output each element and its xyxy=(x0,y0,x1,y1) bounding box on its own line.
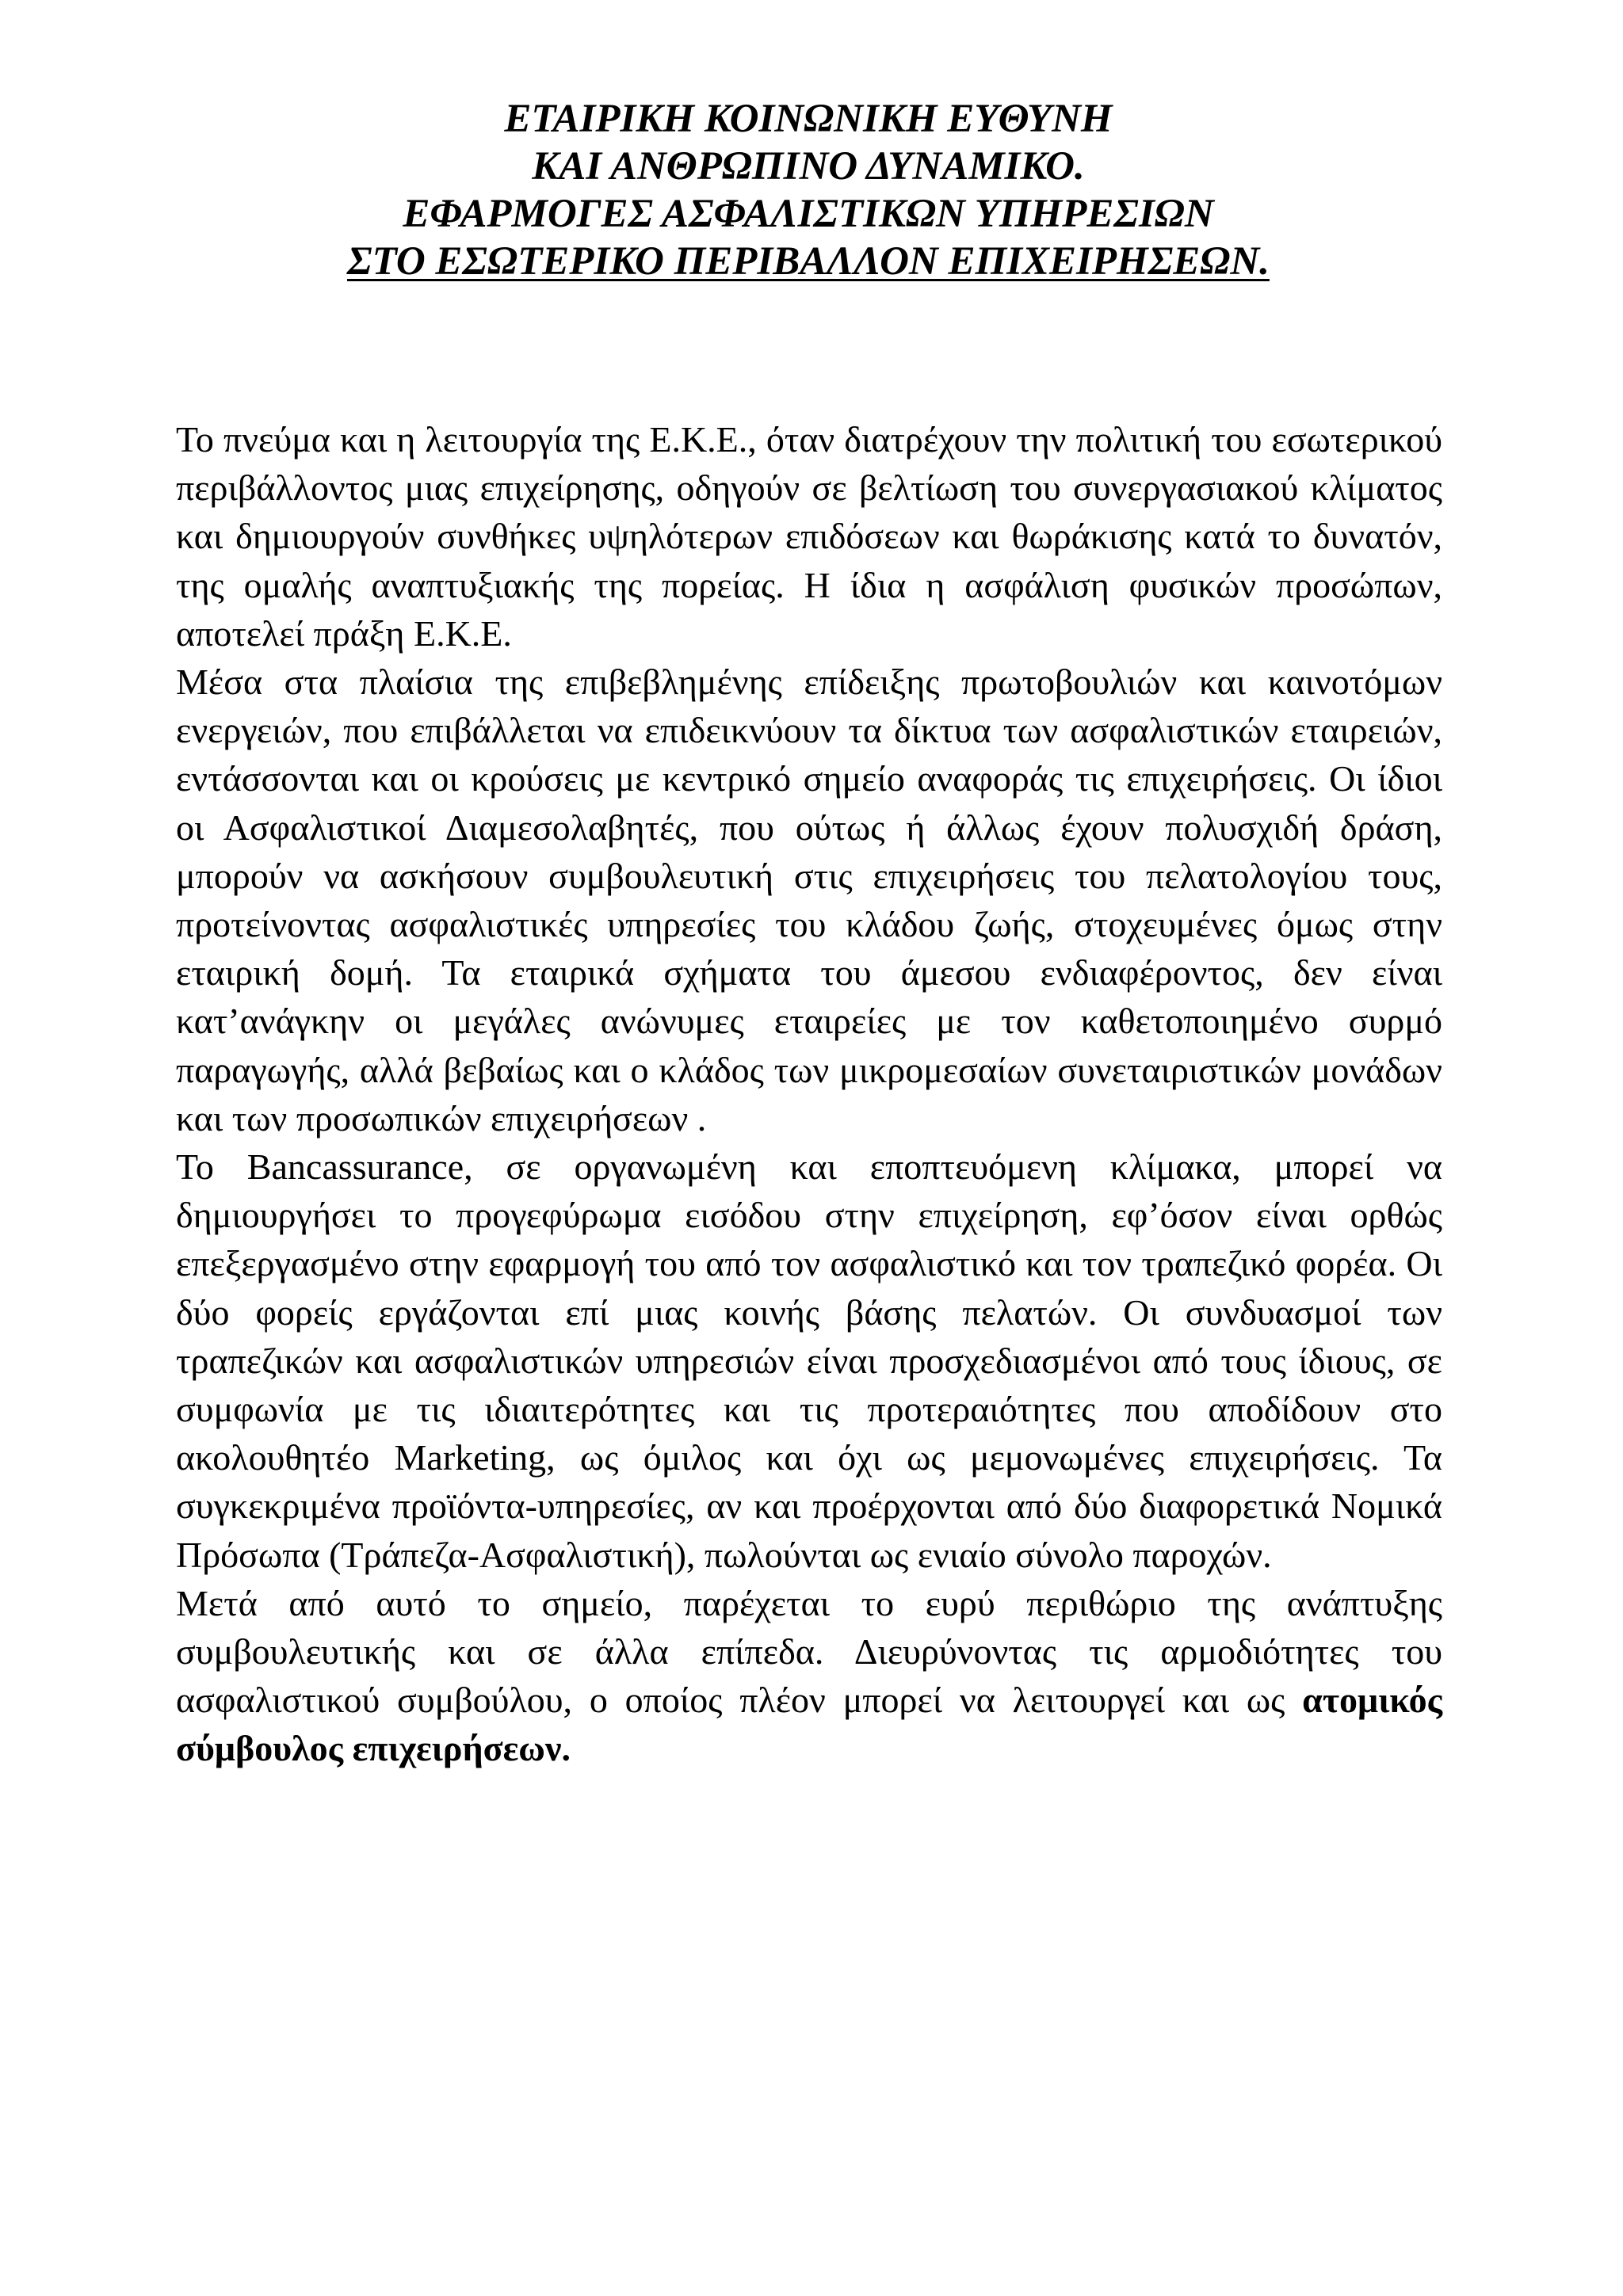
paragraph-4-bold-text: ατομικός σύμβουλος επιχειρήσεων. xyxy=(176,1680,1442,1769)
paragraph-3: Το Bancassurance, σε οργανωμένη και εποπτευόμενη κλίμακα, μπορεί να δημιουργήσει το προγεφύρωμα εισόδου στην επιχείρηση, εφ’όσον είναι ορθώς επεξεργασμένο στην εφαρμογή του από τον ασφαλιστικό και τον τραπεζικό φορέα. Οι δύο φορείς εργάζονται επί μιας κοινής βάσης πελατών. Οι συνδυασμοί των τραπεζικών και ασφαλιστικών υπηρεσιών είναι προσχεδιασμένοι από τους ίδιους, σε συμφωνία με τις ιδιαιτερότητες και τις προτεραιότητες που αποδίδουν στο ακολουθητέο Marketing, ως όμιλος και όχι ως μεμονωμένες επιχειρήσεις. Τα συγκεκριμένα προϊόντα-υπηρεσίες, αν και προέρχονται από δύο διαφορετικά Νομικά Πρόσωπα (Τράπεζα-Ασφαλιστική), πωλούνται ως ενιαίο σύνολο παροχών. xyxy=(176,1146,1442,1575)
paragraph-1: Το πνεύμα και η λειτουργία της Ε.Κ.Ε., όταν διατρέχουν την πολιτική του εσωτερικού περιβάλλοντος μιας επιχείρησης, οδηγούν σε βελτίωση του συνεργασιακού κλίματος και δημιουργούν συνθήκες υψηλότερων επιδόσεων και θωράκισης κατά το δυνατόν, της ομαλής αναπτυξιακής της πορείας. Η ίδια η ασφάλιση φυσικών προσώπων, αποτελεί πράξη Ε.Κ.Ε. xyxy=(176,419,1442,654)
document-title xyxy=(158,95,1458,285)
title-line-4: ΣΤΟ ΕΣΩΤΕΡΙΚΟ ΠΕΡΙΒΑΛΛΟΝ ΕΠΙΧΕΙΡΗΣΕΩΝ. xyxy=(347,239,1270,284)
paragraph-4 xyxy=(176,1579,1442,1773)
title-line-2: ΚΑΙ ΑΝΘΡΩΠΙΝΟ ΔΥΝΑΜΙΚΟ. xyxy=(532,144,1085,189)
paragraph-4-text: Μετά από αυτό το σημείο, παρέχεται το ευρύ περιθώριο της ανάπτυξης συμβουλευτικής και σε άλλα επίπεδα. Διευρύνοντας τις αρμοδιότητες του ασφαλιστικού συμβούλου, ο οποίος πλέον μπορεί να λειτουργεί και ως xyxy=(176,1582,1442,1721)
title-line-3: ΕΦΑΡΜΟΓΕΣ ΑΣΦΑΛΙΣΤΙΚΩΝ ΥΠΗΡΕΣΙΩΝ xyxy=(403,192,1214,236)
document-body xyxy=(176,415,1442,1773)
title-line-1: ΕΤΑΙΡΙΚΗ ΚΟΙΝΩΝΙΚΗ ΕΥΘΥΝΗ xyxy=(504,97,1113,141)
paragraph-2: Μέσα στα πλαίσια της επιβεβλημένης επίδειξης πρωτοβουλιών και καινοτόμων ενεργειών, που επιβάλλεται να επιδεικνύουν τα δίκτυα των ασφαλιστικών εταιρειών, εντάσσονται και οι κρούσεις με κεντρικό σημείο αναφοράς τις επιχειρήσεις. Οι ίδιοι οι Ασφαλιστικοί Διαμεσολαβητές, που ούτως ή άλλως έχουν πολυσχιδή δράση, μπορούν να ασκήσουν συμβουλευτική στις επιχειρήσεις του πελατολογίου τους, προτείνοντας ασφαλιστικές υπηρεσίες του κλάδου ζωής, στοχευμένες όμως στην εταιρική δομή. Τα εταιρικά σχήματα του άμεσου ενδιαφέροντος, δεν είναι κατ’ανάγκην οι μεγάλες ανώνυμες εταιρείες με τον καθετοποιημένο συρμό παραγωγής, αλλά βεβαίως και ο κλάδος των μικρομεσαίων συνεταιριστικών μονάδων και των προσωπικών επιχειρήσεων . xyxy=(176,662,1442,1138)
